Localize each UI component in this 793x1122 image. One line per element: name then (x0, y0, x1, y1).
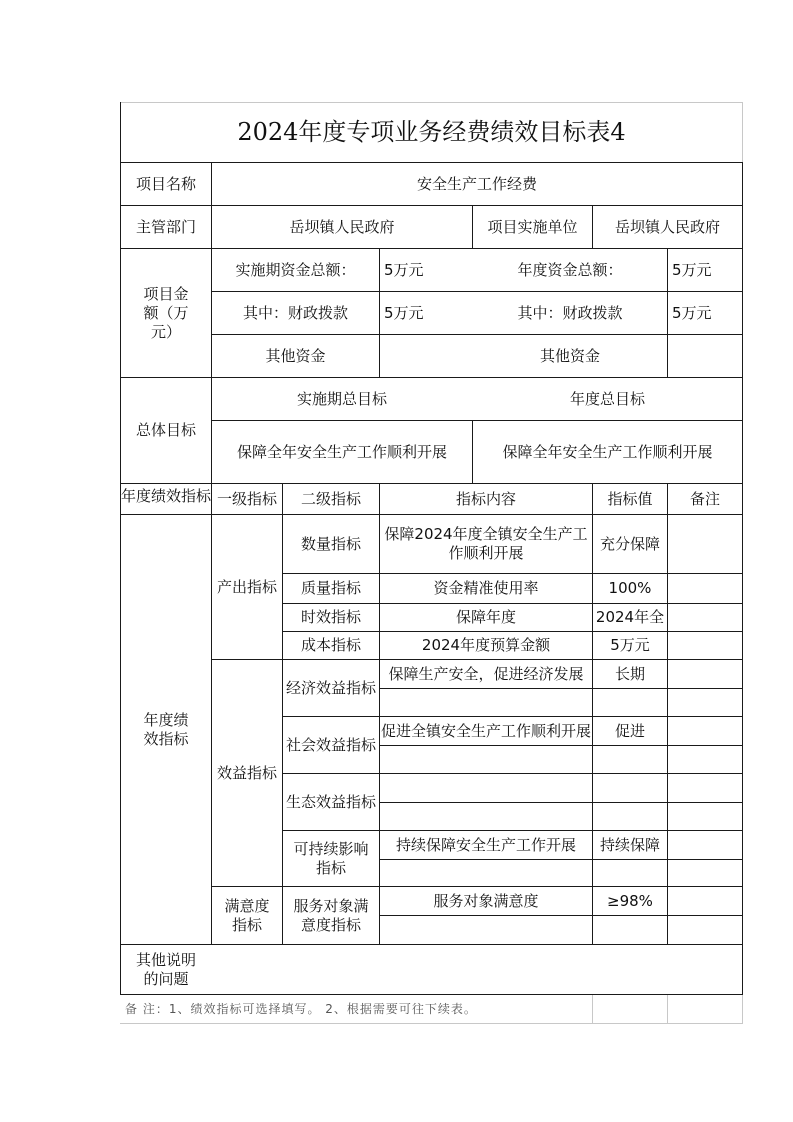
project-name-value: 安全生产工作经费 (416, 174, 537, 193)
impl-goal-text: 保障全年安全生产工作顺利开展 (236, 442, 447, 461)
hline (379, 745, 743, 746)
vline (667, 483, 668, 944)
level2-indicator: 质量指标 (300, 579, 361, 597)
indicator-content: 保障生产安全，促进经济发展 (388, 664, 584, 683)
impl-fiscal-label: 其中：财政拨款 (242, 303, 348, 322)
indicator-content: 促进全镇安全生产工作顺利开展 (380, 721, 591, 740)
annual-indicator-section-label: 年度绩效指标 (143, 710, 189, 748)
implementing-unit-value: 岳坝镇人民政府 (614, 217, 720, 236)
level2-indicator: 成本指标 (300, 636, 361, 654)
col-content-header: 指标内容 (455, 489, 516, 508)
other-notes-value (212, 945, 742, 994)
hline (379, 915, 743, 916)
frame-right-line-bottom (742, 994, 743, 1024)
impl-other-funds-label: 其他资金 (265, 346, 326, 365)
level2-indicator: 时效指标 (300, 608, 361, 626)
footnote: 备 注：1、绩效指标可选择填写。 2、根据需要可往下续表。 (125, 1001, 477, 1016)
indicator-value: 100% (608, 579, 652, 597)
level2-indicator: 可持续影响指标 (293, 839, 369, 877)
department-value: 岳坝镇人民政府 (289, 217, 395, 236)
annual-goal-text: 保障全年安全生产工作顺利开展 (502, 442, 713, 461)
impl-total-funds-value: 5万元 (384, 260, 424, 279)
indicator-content: 持续保障安全生产工作开展 (395, 835, 576, 854)
indicator-content: 服务对象满意度 (433, 891, 539, 910)
annual-total-funds-value: 5万元 (672, 260, 712, 279)
satisfaction-indicator-label: 满意度指标 (224, 896, 270, 934)
department-label: 主管部门 (135, 217, 196, 236)
footnote-grid-line-1 (592, 994, 593, 1024)
level2-indicator: 经济效益指标 (285, 678, 376, 697)
form-title: 2024年度专项业务经费绩效目标表4 (237, 118, 626, 146)
hline (379, 859, 743, 860)
indicator-value (593, 774, 667, 802)
indicator-value: 促进 (614, 721, 645, 740)
indicator-value: 2024年全 (595, 608, 665, 626)
footnote-grid-line-2 (667, 994, 668, 1024)
col-remark-header: 备注 (689, 489, 720, 508)
hline (379, 688, 743, 689)
indicator-value: ≥98% (607, 891, 653, 910)
indicator-value: 长期 (614, 664, 645, 683)
level2-indicator: 生态效益指标 (285, 792, 376, 811)
annual-other-funds-label: 其他资金 (539, 346, 600, 365)
level2-indicator: 社会效益指标 (285, 735, 376, 754)
impl-fiscal-value: 5万元 (384, 303, 424, 322)
project-amount-label: 项目金额（万元） (143, 284, 189, 341)
hline (379, 802, 743, 803)
annual-fiscal-value: 5万元 (672, 303, 712, 322)
other-notes-label: 其他说明的问题 (135, 950, 196, 988)
indicator-content: 保障2024年度全镇安全生产工作顺利开展 (384, 525, 588, 562)
col-level2-header: 二级指标 (300, 489, 361, 508)
indicator-content (380, 774, 592, 802)
indicator-header-label: 年度绩效指标 (121, 487, 211, 505)
frame-bottom-line (120, 1023, 743, 1024)
indicator-content: 资金精准使用率 (433, 579, 539, 597)
indicator-value: 5万元 (610, 636, 650, 654)
overall-goal-label: 总体目标 (135, 421, 196, 439)
level2-indicator: 数量指标 (300, 534, 361, 553)
implementing-unit-label: 项目实施单位 (487, 217, 578, 236)
impl-total-funds-label: 实施期资金总额： (235, 260, 356, 279)
indicator-value: 持续保障 (599, 835, 660, 854)
impl-goal-header: 实施期总目标 (296, 389, 387, 408)
benefit-indicator-label: 效益指标 (216, 763, 277, 782)
indicator-content: 保障年度 (455, 608, 516, 626)
impl-other-funds-value (380, 335, 470, 377)
table-right-border (742, 162, 743, 995)
annual-other-funds-value (668, 335, 742, 377)
annual-fiscal-label: 其中：财政拨款 (517, 303, 623, 322)
output-indicator-label: 产出指标 (216, 577, 277, 596)
annual-goal-header: 年度总目标 (569, 389, 645, 408)
col-level1-header: 一级指标 (216, 489, 277, 508)
annual-total-funds-label: 年度资金总额： (517, 260, 623, 279)
col-value-header: 指标值 (607, 489, 653, 508)
indicator-content: 2024年度预算金额 (421, 636, 551, 654)
frame-right-line-top (742, 102, 743, 162)
indicator-value: 充分保障 (599, 534, 660, 553)
project-name-label: 项目名称 (135, 174, 196, 193)
level2-indicator: 服务对象满意度指标 (293, 896, 369, 934)
